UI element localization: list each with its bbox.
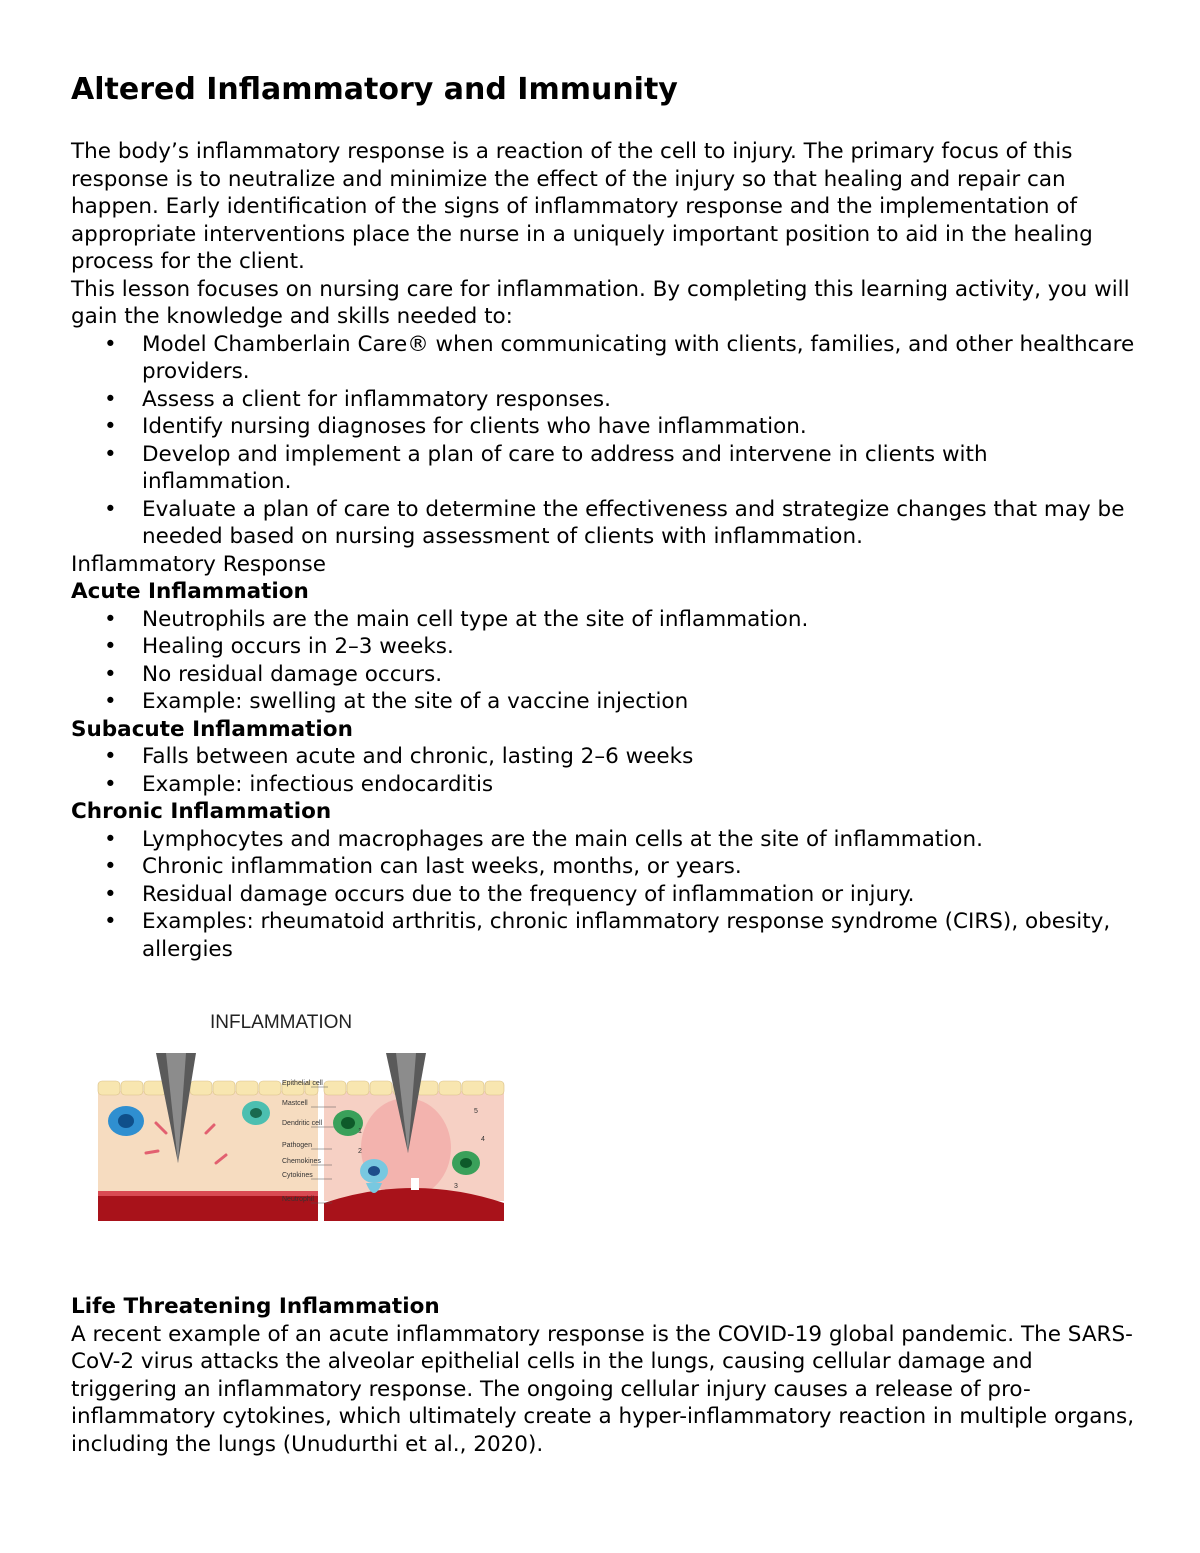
list-item: • No residual damage occurs. bbox=[71, 661, 1141, 689]
list-item: • Healing occurs in 2–3 weeks. bbox=[71, 633, 1141, 661]
label-mastcell: Mastcell bbox=[282, 1100, 308, 1107]
marker-2: 2 bbox=[358, 1148, 362, 1155]
list-item: • Model Chamberlain Care® when communicating with clients, families, and other healthcare providers. bbox=[71, 331, 1141, 386]
list-item: • Example: swelling at the site of a vaccine injection bbox=[71, 688, 1141, 716]
section-label: Inflammatory Response bbox=[71, 551, 326, 577]
list-item: • Lymphocytes and macrophages are the main cells at the site of inflammation. bbox=[71, 826, 1141, 854]
list-item: • Residual damage occurs due to the frequency of inflammation or injury. bbox=[71, 881, 1141, 909]
label-neutrophil: Neutrophil bbox=[282, 1196, 314, 1203]
page-title: Altered Inflammatory and Immunity bbox=[71, 72, 678, 107]
acute-heading: Acute Inflammation bbox=[71, 579, 309, 604]
list-item: • Chronic inflammation can last weeks, months, or years. bbox=[71, 853, 1141, 881]
intro-paragraph-1: The body’s inflammatory response is a reaction of the cell to injury. The primary focus of this response is to neutralize and minimize the effect of the injury so that healing and repair can happen. Early identification of the signs of inflammatory response and the implementation of appropriate interventions place the nurse in a uniquely important position to aid in the healing process for the client. bbox=[71, 139, 1093, 274]
life-heading: Life Threatening Inflammation bbox=[71, 1294, 440, 1319]
marker-4: 4 bbox=[481, 1136, 485, 1143]
chronic-heading: Chronic Inflammation bbox=[71, 799, 332, 824]
list-item: • Identify nursing diagnoses for clients who have inflammation. bbox=[71, 413, 1141, 441]
list-item: • Assess a client for inflammatory responses. bbox=[71, 386, 1141, 414]
document-content bbox=[71, 70, 1141, 1458]
list-item: • Neutrophils are the main cell type at the site of inflammation. bbox=[71, 606, 1141, 634]
marker-5: 5 bbox=[474, 1108, 478, 1115]
acute-list bbox=[71, 606, 1141, 716]
list-item: • Example: infectious endocarditis bbox=[71, 771, 1141, 799]
label-dendritic: Dendritic cell bbox=[282, 1120, 323, 1127]
list-item: • Evaluate a plan of care to determine the effectiveness and strategize changes that may be needed based on nursing assessment of clients with inflammation. bbox=[71, 496, 1141, 551]
subacute-heading: Subacute Inflammation bbox=[71, 716, 353, 742]
list-item: • Develop and implement a plan of care to address and intervene in clients with inflammation. bbox=[71, 441, 1141, 496]
chronic-list bbox=[71, 826, 1141, 964]
right-tissue-panel bbox=[324, 1053, 504, 1221]
objectives-list bbox=[71, 331, 1141, 551]
intro-paragraph-2: This lesson focuses on nursing care for inflammation. By completing this learning activity, you will gain the knowledge and skills needed to: bbox=[71, 276, 1130, 329]
inflammation-illustration bbox=[96, 1053, 506, 1223]
list-item: • Examples: rheumatoid arthritis, chronic inflammatory response syndrome (CIRS), obesity, allergies bbox=[71, 908, 1141, 963]
figure-title: INFLAMMATION bbox=[210, 1012, 353, 1033]
list-item: • Falls between acute and chronic, lasting 2–6 weeks bbox=[71, 743, 1141, 771]
marker-3: 3 bbox=[454, 1183, 458, 1190]
label-pathogen: Pathogen bbox=[282, 1142, 312, 1149]
label-epithelial: Epithelial cell bbox=[282, 1080, 323, 1087]
label-cytokines: Cytokines bbox=[282, 1172, 313, 1179]
label-chemokines: Chemokines bbox=[282, 1158, 321, 1165]
life-paragraph: A recent example of an acute inflammatory response is the COVID-19 global pandemic. The SARS-CoV-2 virus attacks the alveolar epithelial cells in the lungs, causing cellular damage and triggering an inflammatory response. The ongoing cellular injury causes a release of pro-inflammatory cytokines, which ultimately create a hyper-inflammatory reaction in multiple organs, including the lungs (Unudurthi et al., 2020). bbox=[71, 1321, 1135, 1457]
subacute-list bbox=[71, 743, 1141, 798]
marker-1: 1 bbox=[358, 1128, 362, 1135]
inflammation-figure bbox=[96, 993, 516, 1243]
